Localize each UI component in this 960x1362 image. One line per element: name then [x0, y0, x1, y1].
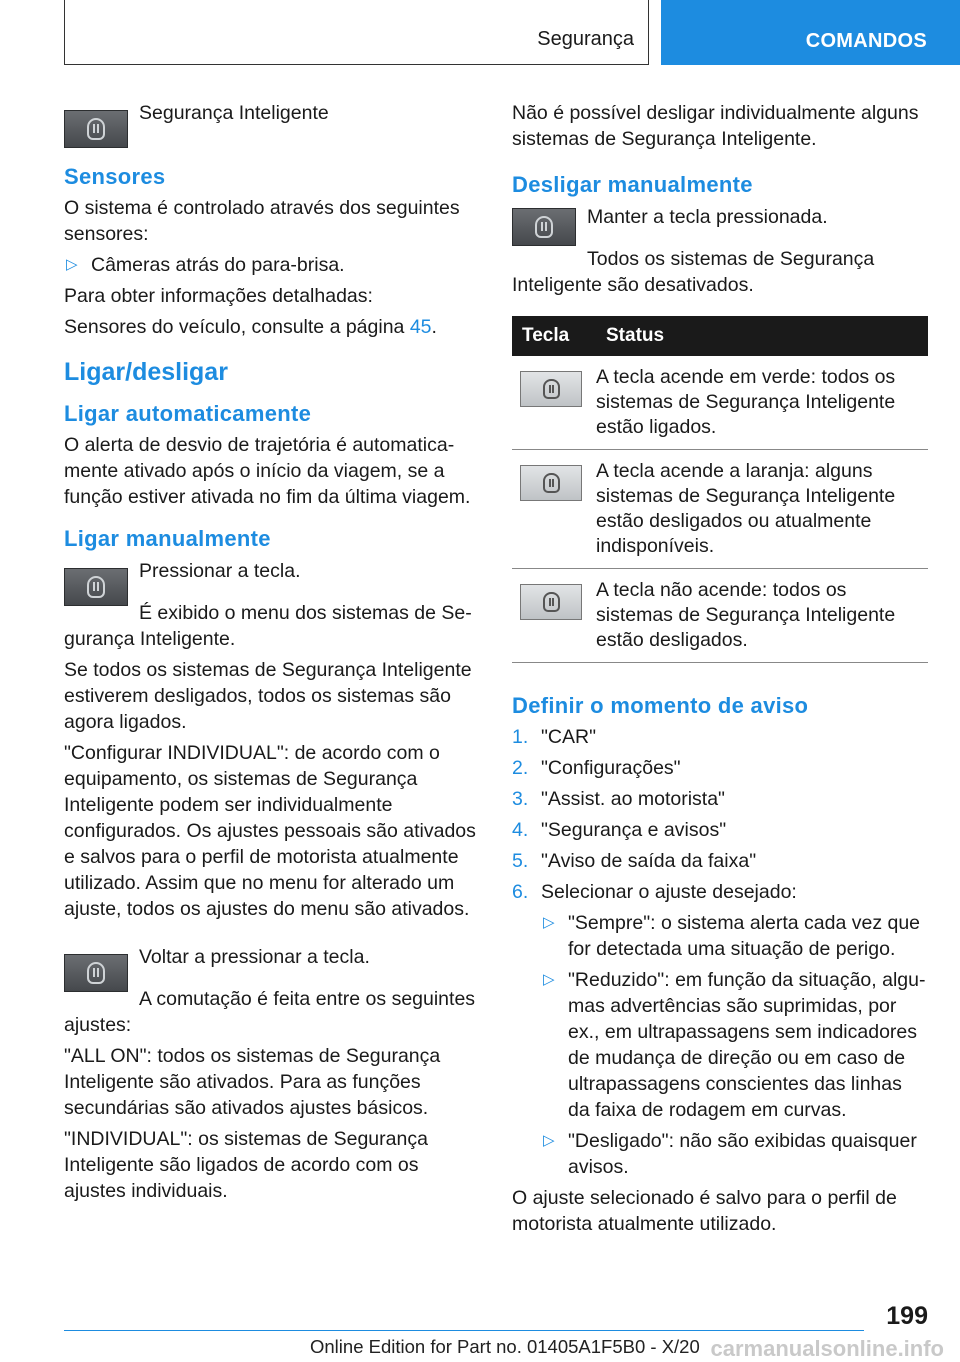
sensores-detail-paragraph: Para obter informações detalhadas:	[64, 285, 373, 307]
sensores-heading: Sensores	[64, 164, 166, 189]
left-column	[64, 100, 478, 1209]
intelligent-safety-button-icon	[520, 584, 582, 620]
ligar-manual-heading: Ligar manualmente	[64, 526, 271, 551]
manual-step-1: Pressionar a tecla.	[139, 560, 301, 582]
list-item: 4. "Segurança e avisos"	[512, 819, 727, 841]
header-section-box	[64, 0, 649, 65]
intelligent-safety-button-icon	[64, 568, 128, 606]
desligar-manual-heading: Desligar manualmente	[512, 172, 753, 197]
table-row	[512, 450, 928, 569]
header-chapter-title: COMANDOS	[805, 30, 927, 52]
triangle-bullet-icon: ▷	[543, 1132, 555, 1149]
ligar-auto-heading: Ligar automaticamente	[64, 401, 312, 426]
list-item: 3. "Assist. ao motorista"	[512, 788, 725, 810]
table-row	[512, 569, 928, 663]
table-cell-status: A tecla não acende: todos os sistemas de Segurança Inteligente estão desligados.	[596, 569, 928, 663]
list-item: 5. "Aviso de saída da faixa"	[512, 850, 757, 872]
watermark: carmanualsonline.info	[710, 1336, 944, 1361]
voltar-row	[64, 944, 478, 982]
sensores-paragraph: O sistema é controlado através dos seguintes sensores:	[64, 197, 460, 245]
footer-divider	[64, 1330, 864, 1331]
manual-row	[64, 558, 478, 596]
manual-paragraph-4: "Configurar INDIVIDUAL": de acordo com o equipamento, os sistemas de Segurança Inteligente podem ser individualmente configurados. Os ajustes pessoais são ativados e salvos para o perfil de motorista atualmente utilizado. Assim que no menu for alterado um ajuste, todos os ajustes do menu são ativados.	[64, 742, 476, 920]
definir-aviso-heading: Definir o momento de aviso	[512, 693, 809, 718]
intelligent-safety-button-icon	[512, 208, 576, 246]
table-cell-status: A tecla acende a laranja: alguns sistemas de Segurança Inteligente estão desligados ou atualmente indisponíveis.	[596, 450, 928, 569]
header-chapter-box	[661, 0, 960, 65]
intelligent-safety-button-icon	[64, 110, 128, 148]
intro-label: Segurança Inteligente	[139, 102, 329, 124]
intro-row	[64, 100, 478, 138]
triangle-bullet-icon: ▷	[543, 971, 555, 988]
list-item: 6. Selecionar o ajuste desejado:	[512, 881, 797, 903]
triangle-bullet-icon: ▷	[66, 256, 78, 273]
footer-edition: Online Edition for Part no. 01405A1F5B0 - X/20	[310, 1336, 700, 1357]
status-table	[512, 316, 928, 663]
header-section-title: Segurança	[537, 28, 634, 50]
table-header-row	[512, 316, 928, 356]
list-item: ▷ "Reduzido": em função da situação, algumas advertências são suprimidas, por ex., em ultrapassagens sem indicadores de mudança de direção ou em caso de ultrapassagens conscientes das linhas da faixa de rodagem em curvas.	[543, 969, 926, 1121]
desligar-step-2: Todos os sistemas de Segurança Inteligente são desativados.	[512, 248, 875, 296]
voltar-paragraph-3: "ALL ON": todos os sistemas de Segurança Inteligente são ativados. Para as funções secundárias são ativados ajustes básicos.	[64, 1045, 441, 1119]
triangle-bullet-icon: ▷	[543, 914, 555, 931]
intelligent-safety-button-icon	[64, 954, 128, 992]
sub-list	[512, 910, 926, 1180]
list-item: ▷ "Sempre": o sistema alerta cada vez que for detectada uma situação de perigo.	[543, 912, 921, 960]
table-header-tecla: Tecla	[512, 316, 596, 356]
table-header-status: Status	[596, 316, 928, 356]
table-row	[512, 356, 928, 450]
voltar-paragraph-4: "INDIVIDUAL": os sistemas de Segurança Inteligente são ligados de acordo com os ajustes individuais.	[64, 1128, 428, 1202]
list-item: 2. "Configurações"	[512, 757, 681, 779]
right-column	[512, 100, 926, 1242]
list-item	[64, 252, 478, 278]
intelligent-safety-button-icon	[520, 371, 582, 407]
voltar-step-1: Voltar a pressionar a tecla.	[139, 946, 370, 968]
list-item: 1. "CAR"	[512, 726, 597, 748]
ligar-auto-paragraph: O alerta de desvio de trajetória é automaticamente ativado após o início da viagem, se a função estiver ativada no fim da última viagem.	[64, 434, 471, 508]
intelligent-safety-button-icon	[520, 465, 582, 501]
manual-paragraph-3: Se todos os sistemas de Segurança Inteligente estiverem desligados, todos os sistemas são agora ligados.	[64, 659, 472, 733]
voltar-step-2: A comutação é feita entre os seguintes ajustes:	[64, 988, 476, 1036]
page-number: 199	[886, 1302, 928, 1330]
desligar-row	[512, 204, 926, 242]
ligar-desligar-heading: Ligar/desligar	[64, 358, 228, 386]
final-paragraph: O ajuste selecionado é salvo para o perfil de motorista atualmente utilizado.	[512, 1187, 897, 1235]
page-reference-link[interactable]: 45	[409, 316, 432, 338]
right-intro-paragraph: Não é possível desligar individualmente alguns sistemas de Segurança Inteligente.	[512, 102, 919, 150]
list-item: ▷ "Desligado": não são exibidas quaisquer avisos.	[543, 1130, 917, 1178]
desligar-step-1: Manter a tecla pressionada.	[587, 206, 828, 228]
sensores-item-text: Câmeras atrás do para-brisa.	[91, 254, 345, 276]
manual-step-2: É exibido o menu dos sistemas de Segurança Inteligente.	[64, 602, 472, 650]
sensores-reference: Sensores do veículo, consulte a página 45.	[64, 316, 437, 338]
table-cell-status: A tecla acende em verde: todos os sistemas de Segurança Inteligente estão ligados.	[596, 356, 928, 450]
